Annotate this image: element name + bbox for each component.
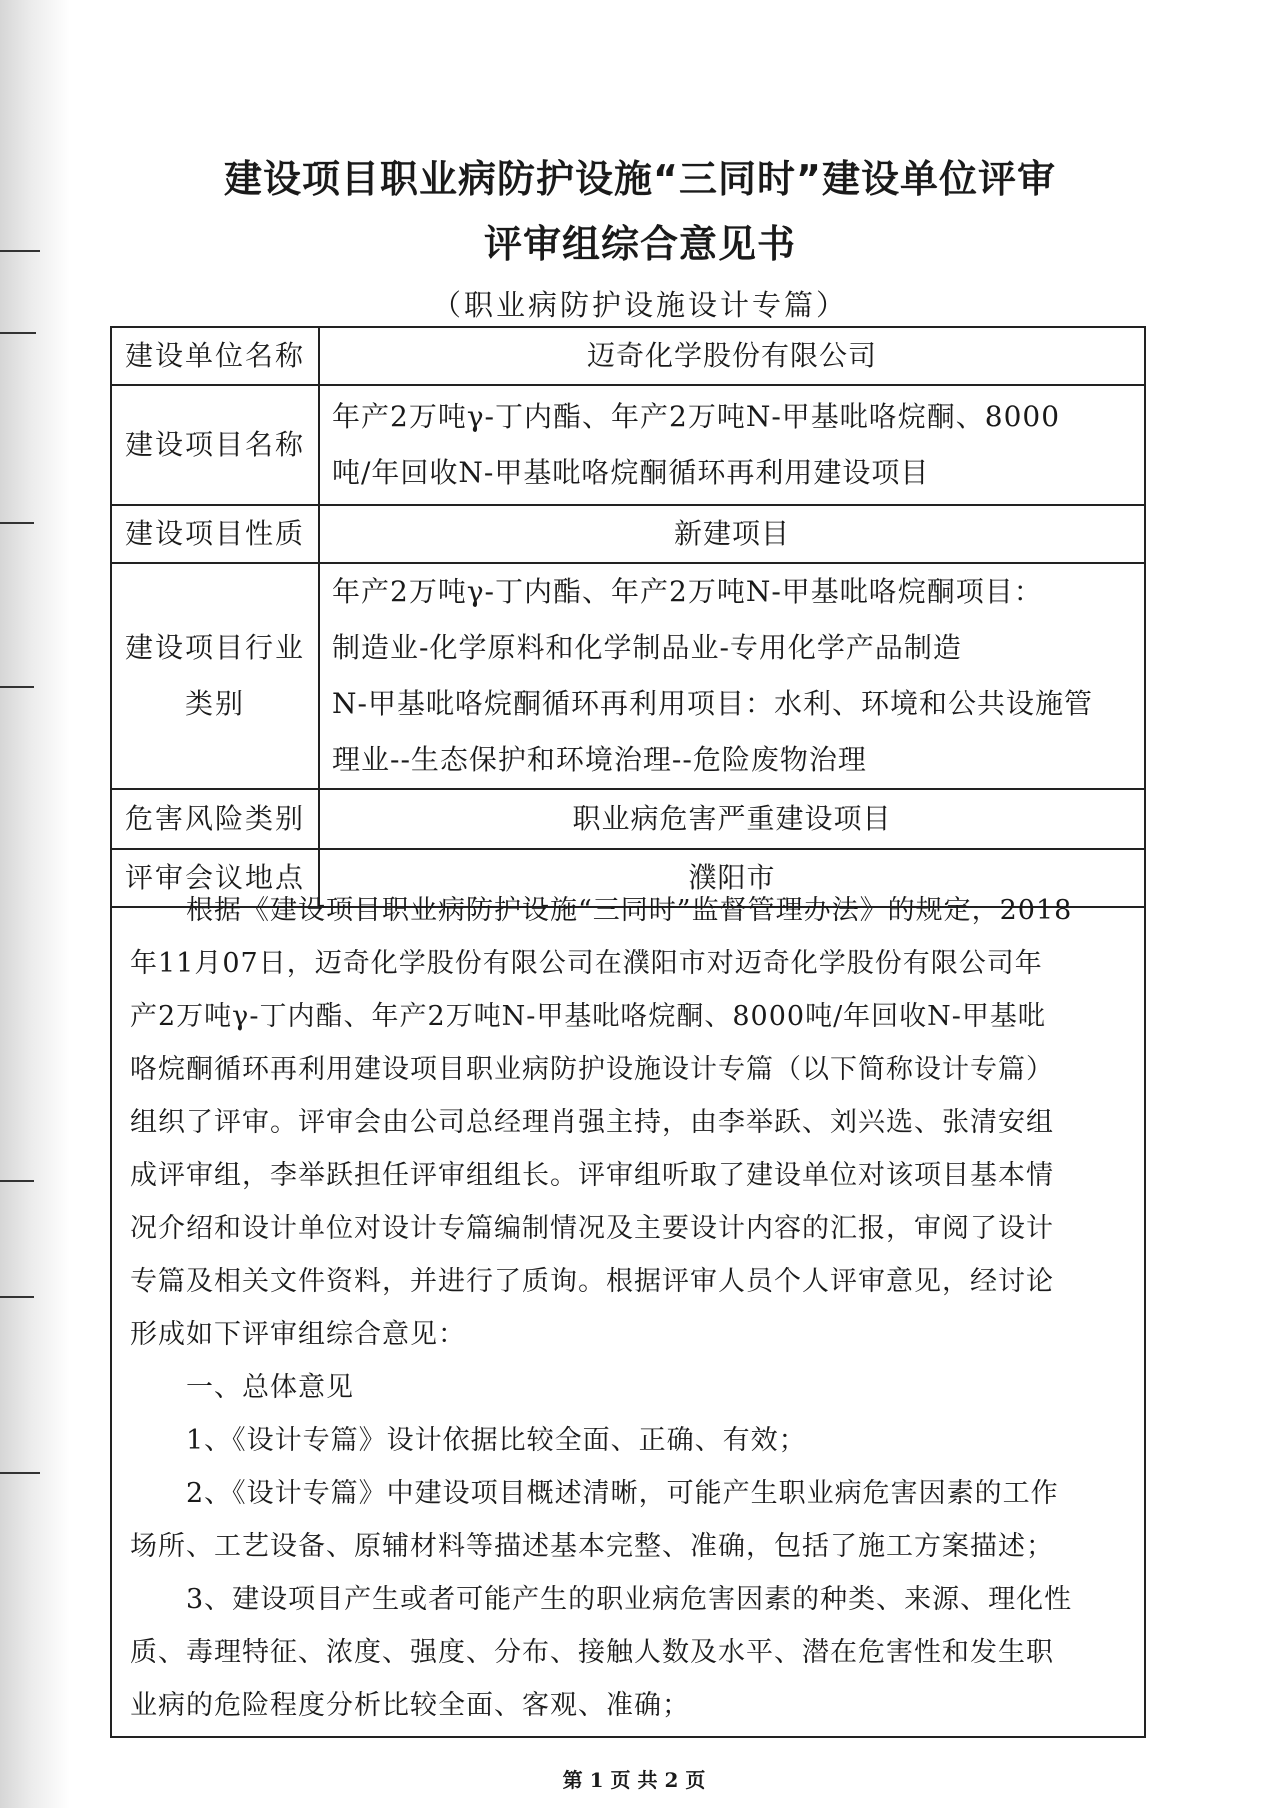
binding-mark — [0, 1180, 34, 1182]
body-line: 1、《设计专篇》设计依据比较全面、正确、有效； — [130, 1425, 807, 1456]
table-row — [111, 327, 1145, 385]
row-label: 建设项目行业 类别 — [111, 563, 319, 789]
body-line: 成评审组，李举跃担任评审组组长。评审组听取了建设单位对该项目基本情 — [130, 1160, 1054, 1191]
row-label: 评审会议地点 — [111, 849, 319, 907]
project-info-table — [110, 326, 1146, 908]
body-line: 业病的危险程度分析比较全面、客观、准确； — [130, 1690, 690, 1721]
body-line: 产2万吨γ-丁内酯、年产2万吨N-甲基吡咯烷酮、8000吨/年回收N-甲基吡 — [130, 1001, 1046, 1032]
body-line: 一、总体意见 — [130, 1372, 354, 1403]
body-line: 况介绍和设计单位对设计专篇编制情况及主要设计内容的汇报，审阅了设计 — [130, 1213, 1054, 1244]
binding-mark — [0, 332, 36, 334]
scan-binding-edge — [0, 0, 70, 1808]
body-line: 咯烷酮循环再利用建设项目职业病防护设施设计专篇（以下简称设计专篇） — [130, 1054, 1054, 1085]
body-line: 年11月07日，迈奇化学股份有限公司在濮阳市对迈奇化学股份有限公司年 — [130, 948, 1043, 979]
page-footer: 第 1 页 共 2 页 — [562, 1768, 706, 1792]
body-line: 根据《建设项目职业病防护设施“三同时”监督管理办法》的规定，2018 — [130, 895, 1073, 926]
row-value: 新建项目 — [319, 505, 1145, 563]
document-title-line1: 建设项目职业病防护设施“三同时”建设单位评审 — [224, 157, 1056, 201]
document-title-line2: 评审组综合意见书 — [483, 222, 796, 266]
row-value: 职业病危害严重建设项目 — [319, 789, 1145, 849]
table-row — [111, 563, 1145, 789]
body-line: 质、毒理特征、浓度、强度、分布、接触人数及水平、潜在危害性和发生职 — [130, 1637, 1054, 1668]
body-line: 形成如下评审组综合意见： — [130, 1319, 466, 1350]
row-value: 迈奇化学股份有限公司 — [319, 327, 1145, 385]
body-line: 3、建设项目产生或者可能产生的职业病危害因素的种类、来源、理化性 — [130, 1584, 1073, 1615]
row-value: 濮阳市 — [319, 849, 1145, 907]
binding-mark — [0, 686, 34, 688]
row-value: 年产2万吨γ-丁内酯、年产2万吨N-甲基吡咯烷酮、8000 吨/年回收N-甲基吡咯烷酮循环再利用建设项目 — [319, 385, 1145, 505]
row-label: 建设单位名称 — [111, 327, 319, 385]
binding-mark — [0, 1296, 34, 1298]
body-line: 场所、工艺设备、原辅材料等描述基本完整、准确，包括了施工方案描述； — [130, 1531, 1054, 1562]
row-label: 危害风险类别 — [111, 789, 319, 849]
table-row — [111, 385, 1145, 505]
binding-mark — [0, 250, 40, 252]
row-label: 建设项目名称 — [111, 385, 319, 505]
review-opinion-body — [110, 878, 1146, 1738]
table-row — [111, 789, 1145, 849]
row-label: 建设项目性质 — [111, 505, 319, 563]
body-line: 专篇及相关文件资料，并进行了质询。根据评审人员个人评审意见，经讨论 — [130, 1266, 1054, 1297]
table-row — [111, 505, 1145, 563]
binding-mark — [0, 1472, 40, 1474]
body-line: 组织了评审。评审会由公司总经理肖强主持，由李举跃、刘兴选、张清安组 — [130, 1107, 1054, 1138]
document-subtitle: （职业病防护设施设计专篇） — [431, 288, 848, 322]
row-value: 年产2万吨γ-丁内酯、年产2万吨N-甲基吡咯烷酮项目： 制造业-化学原料和化学制品业-专用化学产品制造 N-甲基吡咯烷酮循环再利用项目：水利、环境和公共设施管 理业--生态保护和环境治理--危险废物治理 — [319, 563, 1145, 789]
body-line: 2、《设计专篇》中建设项目概述清晰，可能产生职业病危害因素的工作 — [130, 1478, 1059, 1509]
binding-mark — [0, 522, 34, 524]
